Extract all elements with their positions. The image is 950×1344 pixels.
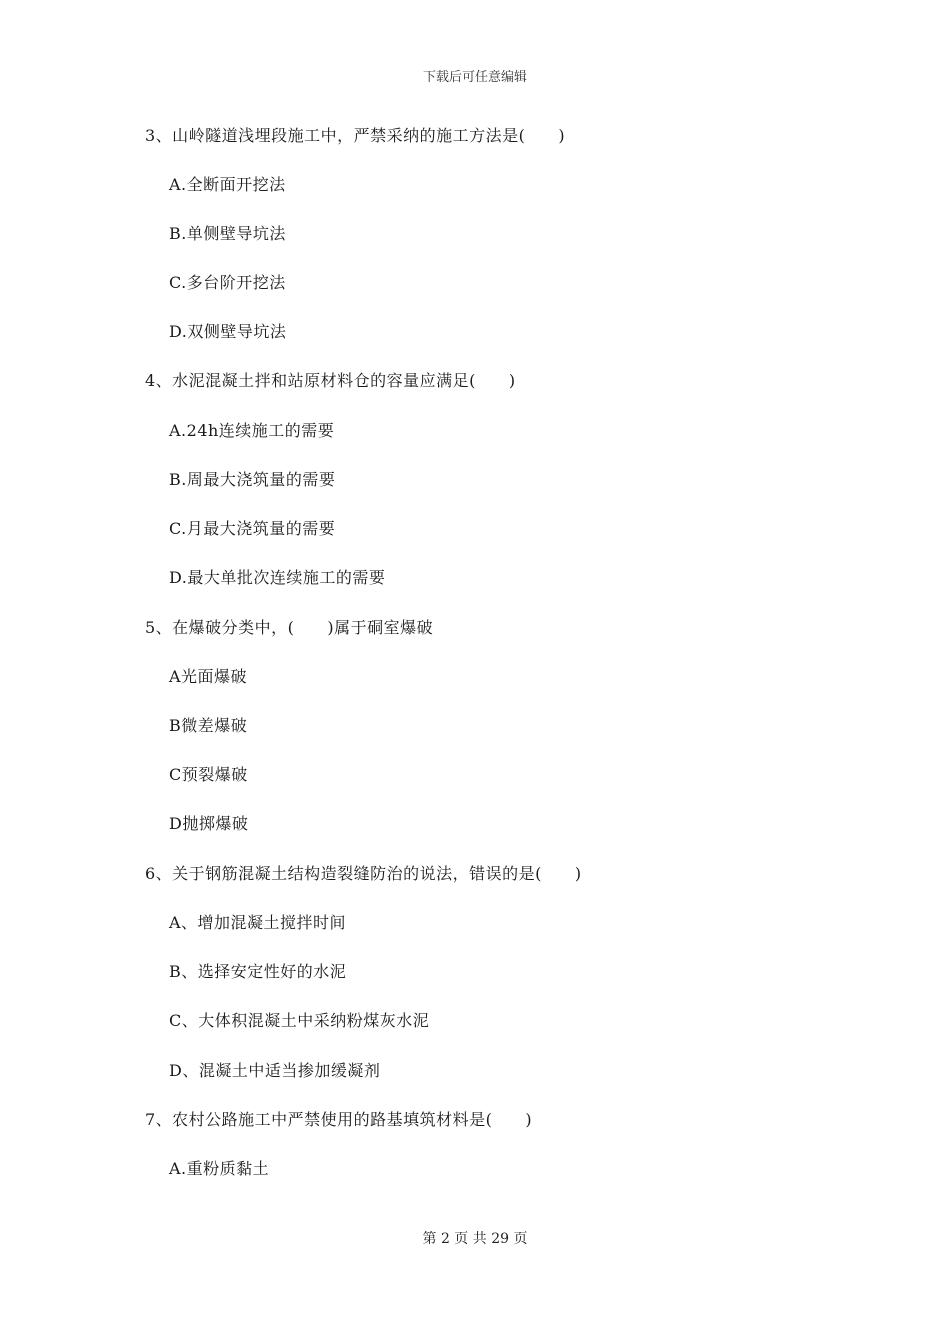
question-4-option-d: D.最大单批次连续施工的需要	[169, 568, 386, 587]
question-4-option-b: B.周最大浇筑量的需要	[169, 470, 336, 489]
page-header: 下载后可任意编辑	[422, 70, 527, 85]
question-4-stem: 4、水泥混凝土拌和站原材料仓的容量应满足( )	[145, 371, 516, 390]
question-3-stem: 3、山岭隧道浅埋段施工中，严禁采纳的施工方法是( )	[145, 126, 566, 145]
question-5-option-a: A光面爆破	[169, 667, 248, 686]
question-5-stem: 5、在爆破分类中，( )属于硐室爆破	[145, 618, 434, 637]
question-6-option-c: C、大体积混凝土中采纳粉煤灰水泥	[169, 1011, 430, 1030]
question-3-option-c: C.多台阶开挖法	[169, 273, 286, 292]
question-7-stem: 7、农村公路施工中严禁使用的路基填筑材料是( )	[145, 1110, 533, 1129]
question-4-option-c: C.月最大浇筑量的需要	[169, 519, 336, 538]
question-6-stem: 6、关于钢筋混凝土结构造裂缝防治的说法，错误的是( )	[145, 864, 582, 883]
question-3-option-b: B.单侧壁导坑法	[169, 224, 286, 243]
question-6-option-d: D、混凝土中适当掺加缓凝剂	[169, 1061, 381, 1080]
question-6-option-b: B、选择安定性好的水泥	[169, 962, 347, 981]
question-3-option-a: A.全断面开挖法	[169, 175, 286, 194]
question-5-option-c: C预裂爆破	[169, 765, 248, 784]
page-footer: 第 2 页 共 29 页	[422, 1231, 528, 1247]
question-5-option-b: B微差爆破	[169, 716, 248, 735]
question-6-option-a: A、增加混凝土搅拌时间	[169, 913, 347, 932]
question-5-option-d: D抛掷爆破	[169, 814, 249, 833]
question-3-option-d: D.双侧壁导坑法	[169, 322, 287, 341]
question-7-option-a: A.重粉质黏土	[169, 1159, 270, 1178]
question-4-option-a: A.24h连续施工的需要	[169, 421, 335, 440]
